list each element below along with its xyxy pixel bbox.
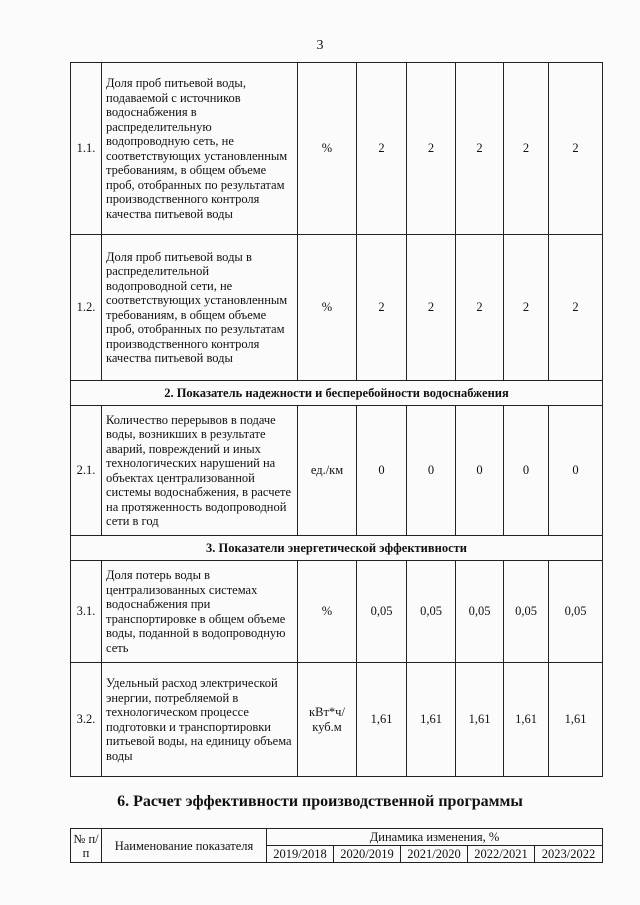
unit-cell: ед./км: [298, 406, 357, 536]
value-cell: 2: [504, 235, 549, 381]
num-header: № п/п: [71, 829, 102, 863]
indicator-name: Удельный расход электрической энергии, потребляемой в технологическом процессе подготовки и транспортировки питьевой воды, на единицу объема воды: [102, 663, 298, 777]
value-cell: 2: [407, 235, 456, 381]
value-cell: 2: [357, 235, 407, 381]
unit-cell: %: [298, 63, 357, 235]
year-header: 2019/2018: [267, 846, 334, 863]
value-cell: 0,05: [549, 561, 603, 663]
value-cell: 0,05: [357, 561, 407, 663]
year-header: 2020/2019: [334, 846, 401, 863]
indicator-name: Доля проб питьевой воды в распределительной водопроводной сети, не соответствующих установленным требованиям, в общем объеме проб, отобранных по результатам производственного контроля качества питьевой воды: [102, 235, 298, 381]
value-cell: 2: [456, 63, 504, 235]
value-cell: 2: [456, 235, 504, 381]
row-number: 3.2.: [71, 663, 102, 777]
table-row: [71, 561, 603, 663]
value-cell: 2: [504, 63, 549, 235]
section-row: [71, 381, 603, 406]
value-cell: 0,05: [504, 561, 549, 663]
table-row: [71, 663, 603, 777]
value-cell: 1,61: [407, 663, 456, 777]
indicator-name: Доля проб питьевой воды, подаваемой с источников водоснабжения в распределительную водопроводную сеть, не соответствующих установленным требованиям, в общем объеме проб, отобранных по результатам производственного контроля качества питьевой воды: [102, 63, 298, 235]
value-cell: 0,05: [407, 561, 456, 663]
indicator-name: Количество перерывов в подаче воды, возникших в результате аварий, повреждений и иных технологических нарушений на объектах централизованной системы водоснабжения, в расчете на протяженность водопроводной сети в год: [102, 406, 298, 536]
section-6-title: 6. Расчет эффективности производственной программы: [117, 793, 523, 810]
value-cell: 1,61: [456, 663, 504, 777]
year-header: 2022/2021: [468, 846, 535, 863]
section-heading-energy: 3. Показатели энергетической эффективности: [71, 536, 603, 561]
section-row: [71, 536, 603, 561]
name-header: Наименование показателя: [102, 829, 267, 863]
unit-cell: %: [298, 561, 357, 663]
value-cell: 0: [357, 406, 407, 536]
page-number: 3: [316, 38, 324, 53]
unit-cell: %: [298, 235, 357, 381]
value-cell: 0: [456, 406, 504, 536]
table-row: [71, 63, 603, 235]
value-cell: 2: [407, 63, 456, 235]
efficiency-table: [70, 828, 603, 863]
value-cell: 2: [549, 63, 603, 235]
value-cell: 0: [407, 406, 456, 536]
year-header: 2023/2022: [535, 846, 603, 863]
section-heading-reliability: 2. Показатель надежности и бесперебойности водоснабжения: [71, 381, 603, 406]
row-number: 1.1.: [71, 63, 102, 235]
value-cell: 1,61: [504, 663, 549, 777]
table-row: [71, 406, 603, 536]
year-header: 2021/2020: [401, 846, 468, 863]
row-number: 1.2.: [71, 235, 102, 381]
value-cell: 0: [504, 406, 549, 536]
value-cell: 0,05: [456, 561, 504, 663]
indicator-name: Доля потерь воды в централизованных системах водоснабжения при транспортировке в общем объеме воды, поданной в водопроводную сеть: [102, 561, 298, 663]
value-cell: 1,61: [549, 663, 603, 777]
dynamics-header: Динамика изменения, %: [267, 829, 603, 846]
indicators-table: [70, 62, 603, 777]
value-cell: 2: [549, 235, 603, 381]
row-number: 3.1.: [71, 561, 102, 663]
value-cell: 1,61: [357, 663, 407, 777]
row-number: 2.1.: [71, 406, 102, 536]
table-row: [71, 235, 603, 381]
value-cell: 2: [357, 63, 407, 235]
value-cell: 0: [549, 406, 603, 536]
unit-cell: кВт*ч/ куб.м: [298, 663, 357, 777]
table-header-row: [71, 829, 603, 846]
